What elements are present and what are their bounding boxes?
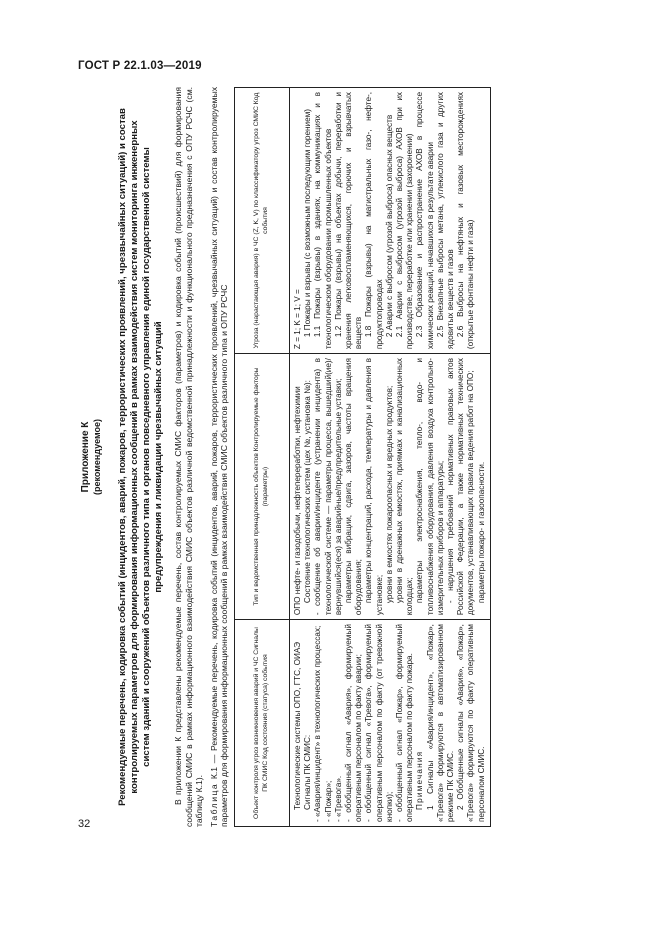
document-header: ГОСТ Р 22.1.03—2019 (78, 60, 202, 72)
notes-heading: Примечания (415, 750, 425, 810)
column-header-threat-code: Угроза (нарастающая авария) в ЧС (Z, K, V) по классификатору угроз СМИС Код события (234, 88, 289, 354)
cell-text: Состояние технологических систем (цех №, установка №): (303, 380, 313, 604)
cell-text: параметры вибрации, сдвига, зазоров, частоты вращения оборудования; (343, 358, 364, 616)
note-text: 1 Сигналы «Авария/инцидент», «Пожар», «Тревога» формируются в автоматизированном режиме ПК СМИС. (425, 624, 456, 822)
cell-text: - «Тревога». (333, 775, 343, 822)
cell-text: 2 Аварии с выбросом (угрозой выброса) опасных веществ (384, 114, 394, 338)
cell-control-object (289, 620, 490, 827)
table-row (289, 88, 490, 827)
cell-text: 1 Пожары и взрывы (с возможным последующим горением) (303, 108, 313, 338)
cell-text: - «Авария/инцидент» в технологических процессах; (313, 625, 323, 822)
cell-text: Технологические системы ОПО, ГТС, ОИАЭ (292, 641, 302, 810)
page-number: 32 (78, 818, 91, 830)
cell-text: параметры пожаро- и газоопасности. (476, 461, 486, 604)
table-k1 (234, 87, 491, 827)
cell-text: - «Пожар»; (323, 780, 333, 822)
note-text: 2 Обобщенные сигналы «Авария», «Пожар», «Тревога» формируются по факту оперативным персоналом СМИС. (456, 624, 486, 822)
cell-text: - обобщенный сигнал «Авария», формируемый оперативным персоналом по факту аварии; (343, 624, 364, 822)
intro-paragraph: В приложении К представлены рекомендуемые перечень, состав контролируемых СМИС факторов (параметров) и кодировка событий (происшествий) для формирования сообщений СМИС в рамках информационного взаимодействия СМИС объектов различной ведомственной принадлежности и функционального предназначения с ОПУ РСЧС (см. таблицу К.1). (173, 87, 205, 827)
cell-threat-code (289, 88, 490, 354)
column-header-control-object: Объект контроля угроз возникновения аварий и ЧС Сигналы ПК СМИС Код состояния (статуса) события (234, 620, 289, 827)
appendix-heading: Рекомендуемые перечень, кодировка событий (инцидентов, аварий, пожаров, террористических проявлений, чрезвычайных ситуаций) и состав контролируемых параметров для формирования информационных сообщений в рамках взаимодействия систем мониторинга инженерных систем зданий и сооружений объектов различного типа и органов повседневного управления единой государственной системы предупреждения и ликвидации чрезвычайных ситуаций (117, 108, 164, 806)
cell-text: 2.6 Выбросы на нефтяных и газовых месторождениях (открытые фонтаны нефти и газа) (456, 92, 476, 350)
cell-text: 2.5 Внезапные выбросы метана, углекислого газа и других ядовитых веществ и газов (435, 92, 456, 350)
appendix-title: Приложение К (80, 421, 91, 493)
cell-text: параметры концентраций, расхода, температуры и давления в установке; (364, 358, 384, 616)
cell-text: Сигналы ПК СМИС: (303, 734, 313, 810)
cell-text: - нарушения требований нормативных правовых актов Российской Федерации, а также нормативных технических документов, устанавливающих правила ведения работ на ОПО; (446, 358, 476, 616)
table-caption (209, 87, 230, 827)
cell-text: - сообщение об аварии/инциденте (устранении инцидента) в технологической системе — параметры процесса, вышедший(ие)/вернувшийся(еся) за аварийные/предупредительные уставки; (313, 358, 343, 616)
table-header-row (234, 88, 289, 827)
cell-text: уровни в емкостях пожароопасных и вредных продуктов; (384, 385, 394, 604)
cell-text: 1.1 Пожары (взрывы) в зданиях, на коммуникациях и в технологическом оборудовании промышленных объектов (313, 92, 333, 350)
cell-text: 1.8 Пожары (взрывы) на магистральных газо-, нефте-, продуктопроводах (364, 92, 384, 350)
cell-text: Z = 1; K = 1; V = (292, 289, 302, 350)
cell-text: уровни в дренажных емкостях, приямках и канализационных колодцах; (395, 358, 415, 616)
cell-text: параметры электроснабжения, тепло-, водо- и топливоснабжения оборудования, давления воздуха контрольно-измерительных приборов и аппаратуры; (415, 358, 445, 616)
cell-text: - обобщенный сигнал «Пожар», формируемый оперативным персоналом по факту пожара. (395, 624, 415, 822)
column-header-object-type: Тип и ведомственная принадлежность объектов Контролируемые факторы (параметры) (234, 354, 289, 620)
cell-text: - обобщенный сигнал «Тревога», формируемый оперативным персоналом по факту (от тревожной кнопки); (364, 624, 394, 822)
cell-text: 2.1 Аварии с выбросом (угрозой выброса) АХОВ при их производстве, переработке или хранении (захоронении) (395, 92, 415, 350)
appendix-subtitle: (рекомендуемое) (92, 419, 102, 495)
cell-text: 2.3 Образование и распространение АХОВ в процессе химических реакций, начавшихся в результате аварии (415, 92, 435, 350)
landscape-block (80, 87, 580, 827)
table-caption-text: К.1 — Рекомендуемые перечень, кодировка событий (инцидентов, аварий, пожаров, террористических проявлений, чрезвычайных ситуаций) и состав контролируемых параметров для формирования информационных сообщений в рамках взаимодействия СМИС объектов различного типа и ОПУ РСЧС (208, 87, 230, 827)
cell-text: ОПО нефте- и газодобычи, нефтепереработки, нефтехимии (292, 386, 302, 616)
table-caption-prefix: Таблица (208, 782, 219, 827)
cell-object-type (289, 354, 490, 620)
cell-text: 1.2 Пожары (взрывы) на объектах добычи, переработки и хранения легковоспламеняющихся, горючих и взрывчатых веществ (333, 92, 364, 350)
